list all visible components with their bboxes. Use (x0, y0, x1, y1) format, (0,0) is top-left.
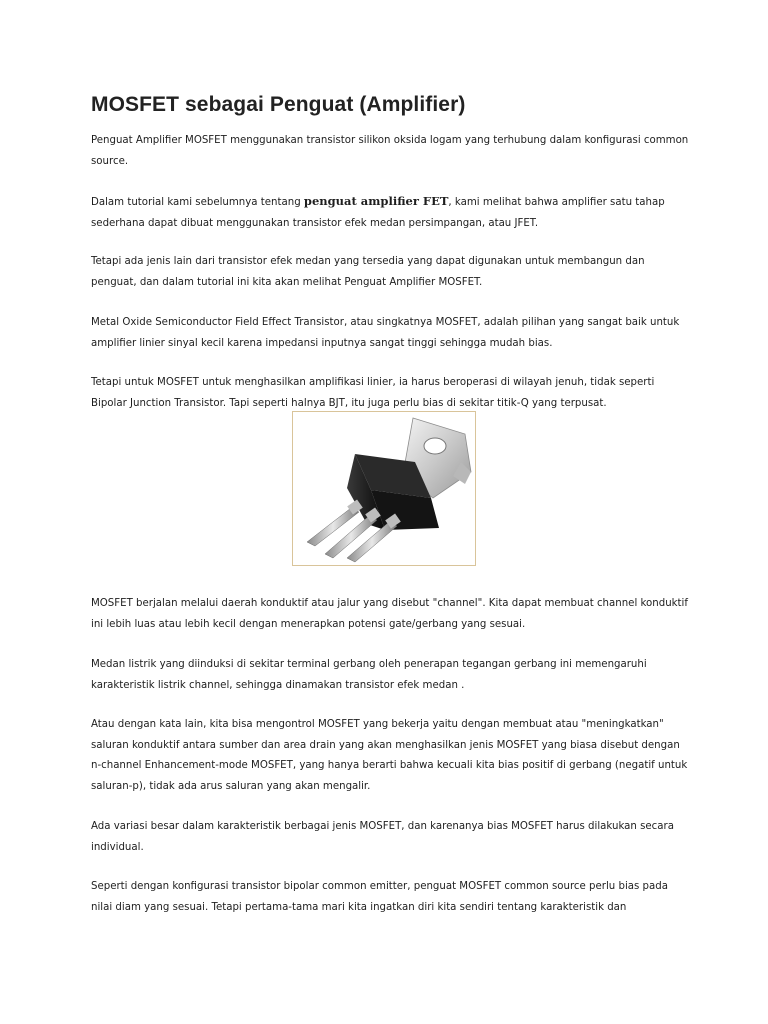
paragraph-other-types: Tetapi ada jenis lain dari transistor efek medan yang tersedia yang dapat digunakan untuk membangun dan penguat, dan dalam tutorial ini kita akan melihat Penguat Amplifier MOSFET. (91, 256, 645, 288)
fet-amplifier-link[interactable]: penguat amplifier FET (303, 194, 449, 208)
paragraph-electric-field: Medan listrik yang diinduksi di sekitar terminal gerbang oleh penerapan tegangan gerbang ini memengaruhi karakteristik listrik channel, sehingga dinamakan transistor efek medan . (91, 659, 647, 691)
page-title: MOSFET sebagai Penguat (Amplifier) (91, 93, 466, 116)
paragraph-text: , kami melihat bahwa amplifier satu tahap sederhana dapat dibuat menggunakan transistor efek medan persimpangan, atau JFET. (91, 197, 665, 229)
paragraph-variation: Ada variasi besar dalam karakteristik berbagai jenis MOSFET, dan karenanya bias MOSFET harus dilakukan secara individual. (91, 821, 674, 853)
mosfet-transistor-image (292, 411, 476, 566)
paragraph-text: Dalam tutorial kami sebelumnya tentang (91, 197, 304, 208)
paragraph-enhancement-mode: Atau dengan kata lain, kita bisa mengontrol MOSFET yang bekerja yaitu dengan membuat atau "meningkatkan" saluran konduktif antara sumber dan area drain yang akan menghasilkan jenis MOSFET yang biasa disebut dengan n-channel Enhancement-mode MOSFET, yang hanya berarti bahwa kecuali kita bias positif di gerbang (negatif untuk saluran-p), tidak ada arus saluran yang akan mengalir. (91, 719, 688, 792)
paragraph-mosfet-definition: Metal Oxide Semiconductor Field Effect Transistor, atau singkatnya MOSFET, adalah pilihan yang sangat baik untuk amplifier linier sinyal kecil karena impedansi inputnya sangat tinggi sehingga mudah bias. (91, 317, 680, 349)
paragraph-common-source: Seperti dengan konfigurasi transistor bipolar common emitter, penguat MOSFET common source perlu bias pada nilai diam yang sesuai. Tetapi pertama-tama mari kita ingatkan diri kita sendiri tentang karakteristik dan (91, 881, 668, 913)
paragraph-previous-tutorial (91, 191, 691, 234)
paragraph-channel: MOSFET berjalan melalui daerah konduktif atau jalur yang disebut "channel". Kita dapat membuat channel konduktif ini lebih luas atau lebih kecil dengan menerapkan potensi gate/gerbang yang sesuai. (91, 598, 688, 630)
paragraph-intro: Penguat Amplifier MOSFET menggunakan transistor silikon oksida logam yang terhubung dalam konfigurasi common source. (91, 135, 689, 167)
paragraph-saturation: Tetapi untuk MOSFET untuk menghasilkan amplifikasi linier, ia harus beroperasi di wilayah jenuh, tidak seperti Bipolar Junction Transistor. Tapi seperti halnya BJT, itu juga perlu bias di sekitar titik-Q yang terpusat. (91, 377, 655, 409)
